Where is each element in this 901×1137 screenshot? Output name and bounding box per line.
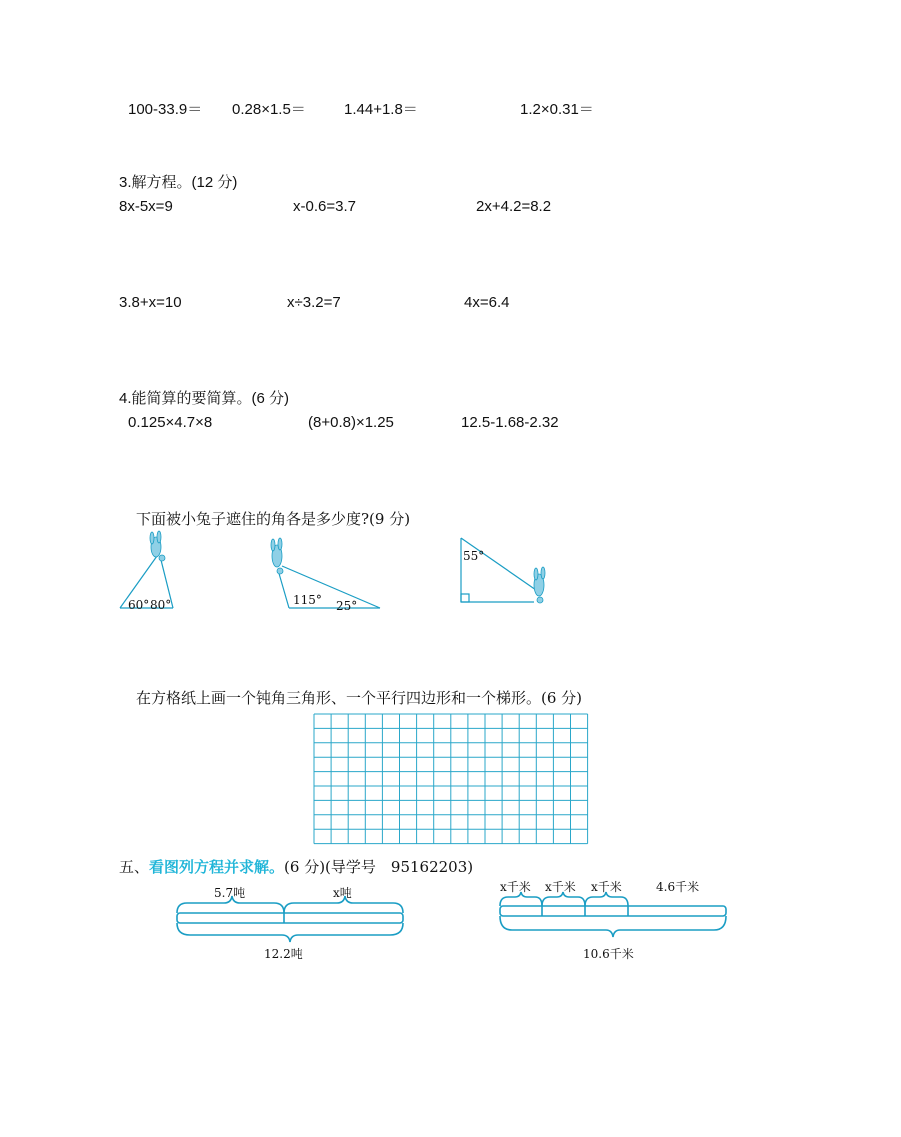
- diagram-label: x千米: [545, 880, 576, 894]
- equation: 2x+4.2=8.2: [476, 198, 552, 215]
- angle-label: 25°: [336, 599, 358, 613]
- angle-label: 80°: [150, 598, 172, 612]
- equation: 3.8+x=10: [119, 294, 182, 311]
- equation: 8x-5x=9: [119, 198, 173, 215]
- section5-prefix: 五、: [119, 858, 150, 876]
- simplify-item: 0.125×4.7×8: [128, 414, 213, 431]
- angle-label: 115°: [293, 593, 322, 607]
- calc-item: 1.2×0.31＝: [520, 101, 594, 118]
- section3-heading: 3.解方程。(12 分): [119, 174, 238, 191]
- calc-item: 1.44+1.8＝: [344, 101, 418, 118]
- rabbit-icon: [150, 531, 165, 561]
- rabbit-icon: [534, 567, 545, 603]
- diagram-label: x吨: [333, 886, 352, 900]
- diagram-label: 10.6千米: [583, 947, 634, 961]
- diagram-label: x千米: [500, 880, 531, 894]
- diagram-label: 5.7吨: [214, 886, 246, 900]
- calc-item: 0.28×1.5＝: [232, 101, 306, 118]
- angle-label: 60°: [128, 598, 150, 612]
- diagram-label: 12.2吨: [264, 947, 303, 961]
- diagram-left: [177, 896, 403, 942]
- section5-title: 看图列方程并求解。: [149, 858, 285, 876]
- equation: 4x=6.4: [464, 294, 510, 311]
- calc-item: 100-33.9＝: [128, 101, 203, 118]
- simplify-item: 12.5-1.68-2.32: [461, 414, 559, 431]
- rabbit-icon: [271, 538, 283, 574]
- equation: x-0.6=3.7: [293, 198, 356, 215]
- diagram-label: x千米: [591, 880, 622, 894]
- equation: x÷3.2=7: [287, 294, 341, 311]
- grid-paper: [314, 714, 588, 844]
- grid-heading: 在方格纸上画一个钝角三角形、一个平行四边形和一个梯形。(6 分): [136, 689, 583, 707]
- section5-suffix: (6 分)(导学号 95162203): [284, 858, 474, 876]
- angle-label: 55°: [463, 549, 485, 563]
- diagram-right: [500, 892, 726, 937]
- section4-heading: 4.能简算的要简算。(6 分): [119, 390, 290, 407]
- angles-heading: 下面被小兔子遮住的角各是多少度?(9 分): [136, 510, 411, 528]
- simplify-item: (8+0.8)×1.25: [308, 414, 394, 431]
- diagram-label: 4.6千米: [656, 880, 700, 894]
- section5-heading: [119, 858, 473, 876]
